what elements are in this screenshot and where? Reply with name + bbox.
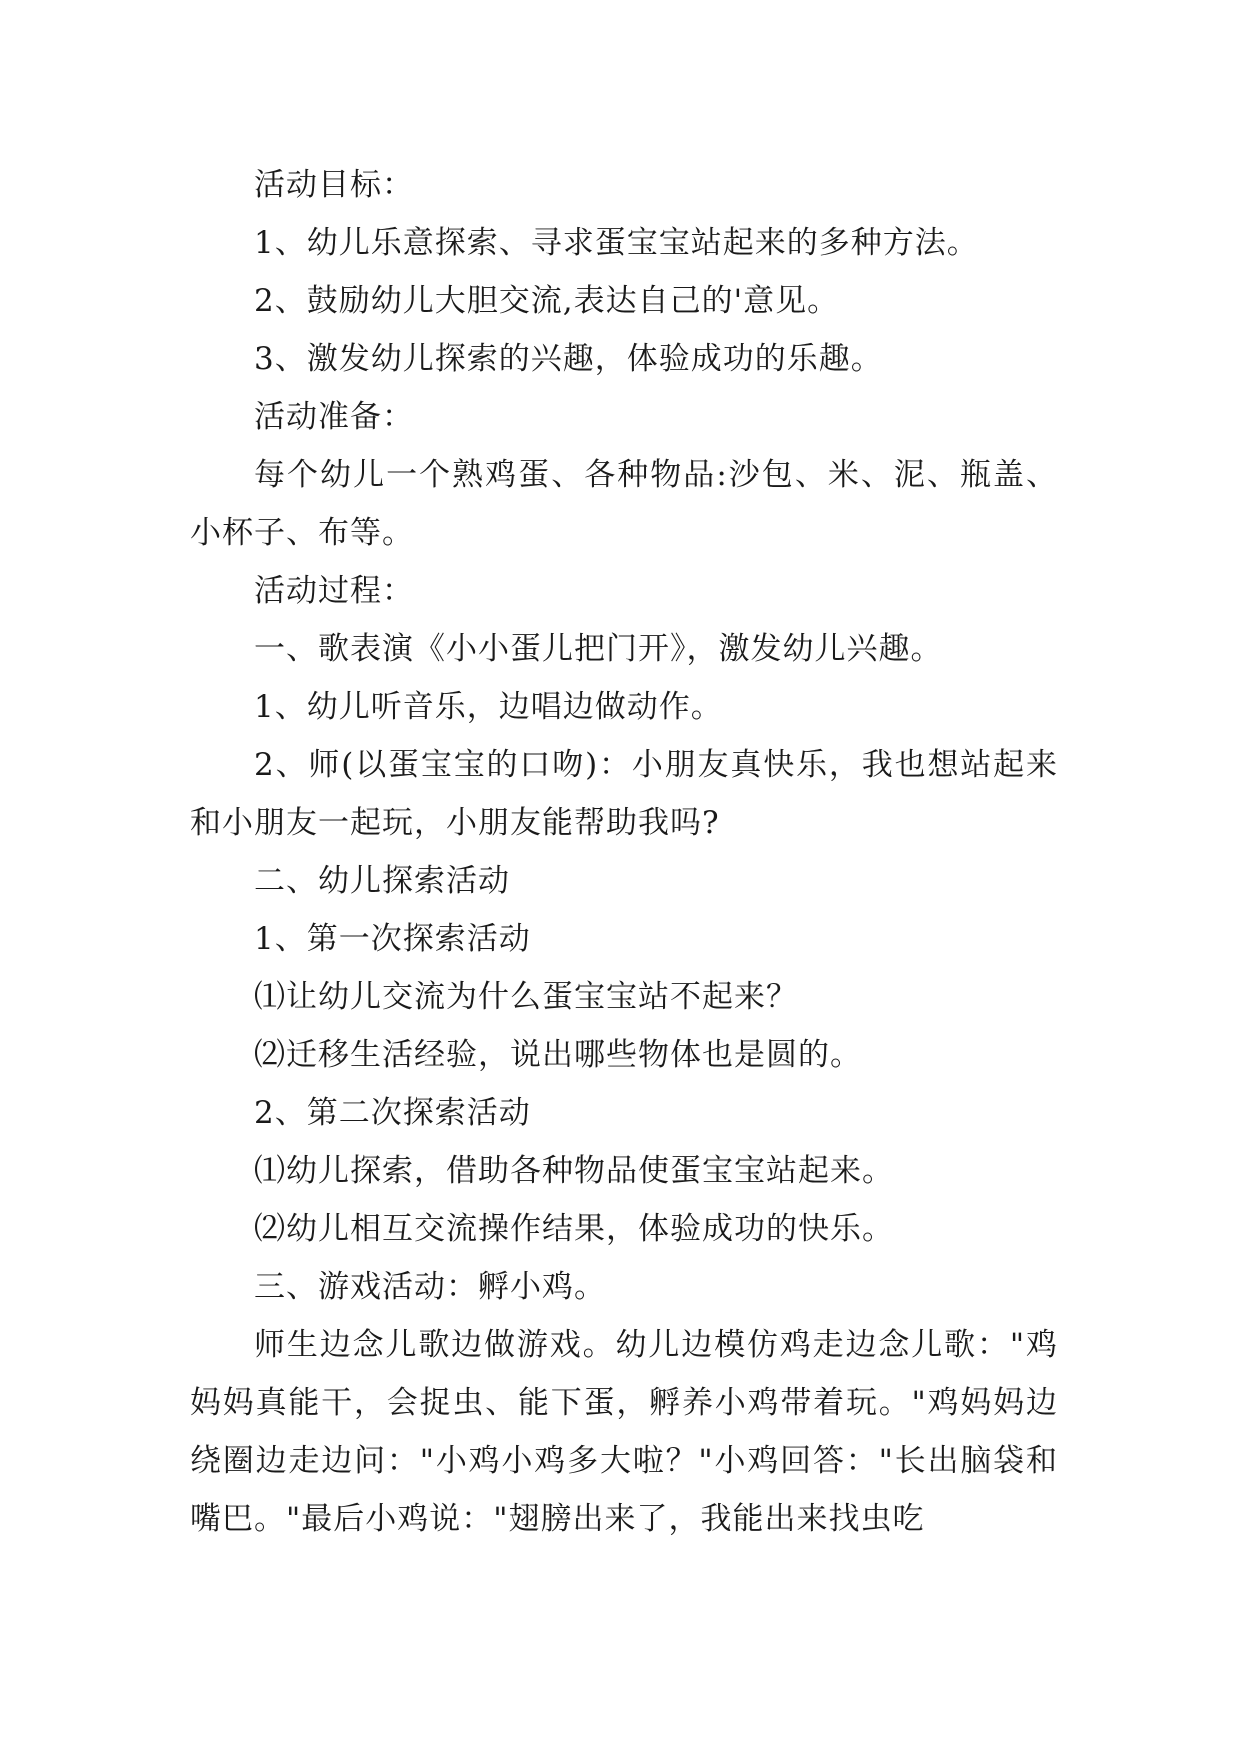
process-step-2-1-a: ⑴让幼儿交流为什么蛋宝宝站不起来？ (254, 979, 798, 1015)
process-step-3: 三、游戏活动：孵小鸡。 (254, 1269, 606, 1305)
process-step-2: 二、幼儿探索活动 (254, 863, 510, 899)
process-step-1: 一、歌表演《小小蛋儿把门开》，激发幼儿兴趣。 (254, 631, 943, 667)
heading-activity-process: 活动过程： (254, 573, 414, 609)
goal-item-3: 3、激发幼儿探索的兴趣，体验成功的乐趣。 (254, 341, 883, 377)
goal-item-2: 2、鼓励幼儿大胆交流,表达自己的'意见。 (254, 283, 840, 319)
game-description: 师生边念儿歌边做游戏。幼儿边模仿鸡走边念儿歌："鸡妈妈真能干，会捉虫、能下蛋，孵养小鸡带着玩。"鸡妈妈边绕圈边走边问："小鸡小鸡多大啦？"小鸡回答："长出脑袋和嘴巴。"最后小鸡说："翅膀出来了，我能出来找虫吃 (190, 1327, 1058, 1537)
heading-activity-goals: 活动目标： (254, 167, 414, 203)
process-step-2-2-b: ⑵幼儿相互交流操作结果，体验成功的快乐。 (254, 1211, 894, 1247)
process-step-1-1: 1、幼儿听音乐，边唱边做动作。 (254, 689, 723, 725)
process-step-2-1-b: ⑵迁移生活经验，说出哪些物体也是圆的。 (254, 1037, 862, 1073)
document-body (190, 156, 1058, 1548)
goal-item-1: 1、幼儿乐意探索、寻求蛋宝宝站起来的多种方法。 (254, 225, 979, 261)
preparation-text: 每个幼儿一个熟鸡蛋、各种物品:沙包、米、泥、瓶盖、小杯子、布等。 (190, 457, 1058, 551)
process-step-2-2-a: ⑴幼儿探索，借助各种物品使蛋宝宝站起来。 (254, 1153, 894, 1189)
heading-activity-preparation: 活动准备： (254, 399, 414, 435)
process-step-1-2: 2、师(以蛋宝宝的口吻)：小朋友真快乐，我也想站起来和小朋友一起玩，小朋友能帮助我吗? (190, 747, 1058, 841)
process-step-2-2: 2、第二次探索活动 (254, 1095, 531, 1131)
process-step-2-1: 1、第一次探索活动 (254, 921, 531, 957)
